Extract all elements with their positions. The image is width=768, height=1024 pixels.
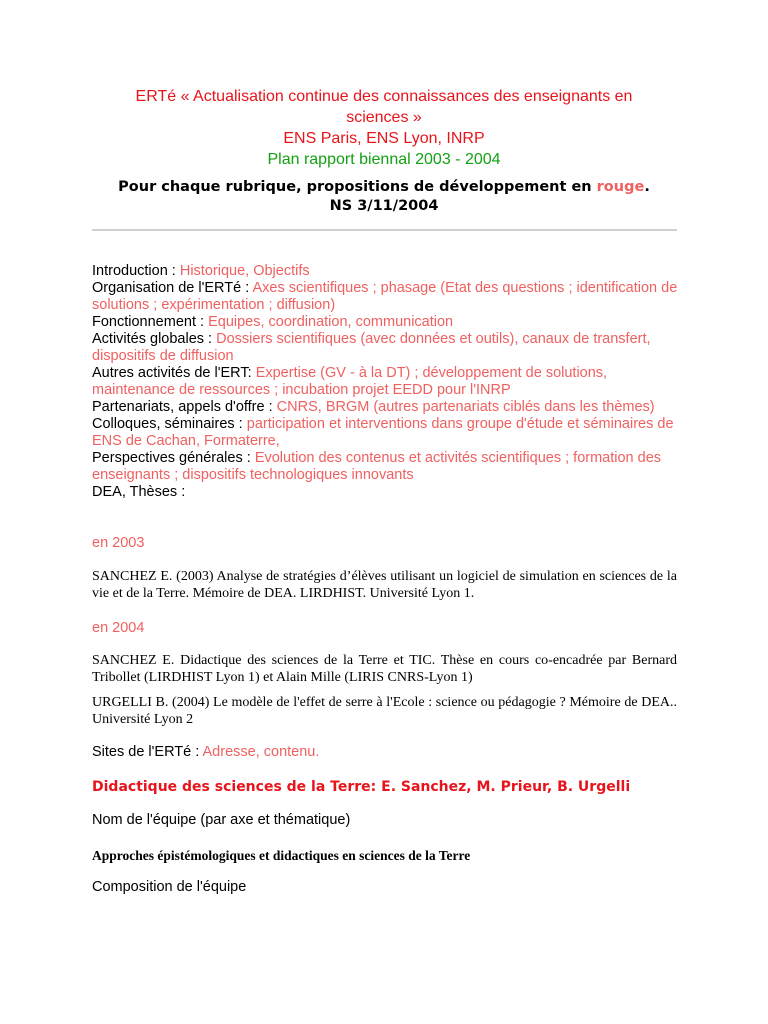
subtitle-line1: [92, 178, 676, 197]
composition-label: Composition de l'équipe: [92, 879, 247, 895]
outline-detail: Equipes, coordination, communication: [208, 314, 454, 330]
sites-detail: Adresse, contenu.: [202, 744, 320, 760]
outline-label: DEA, Thèses :: [92, 484, 186, 500]
outline-detail: Historique, Objectifs: [179, 263, 310, 279]
outline-detail: CNRS, BRGM (autres partenariats ciblés dans les thèmes): [276, 399, 655, 415]
outline-label: Perspectives générales :: [92, 450, 255, 466]
subtitle-line2: NS 3/11/2004: [329, 198, 439, 214]
document-header: [92, 86, 676, 170]
document-title-line1: ERTé « Actualisation continue des connaissances des enseignants en: [135, 88, 633, 105]
outline-detail: Expertise (GV - à la DT) ; développement de solutions, maintenance de ressources ; incubation projet EEDD pour l'INRP: [92, 365, 608, 398]
institutions-line: ENS Paris, ENS Lyon, INRP: [283, 130, 485, 147]
outline-item: [92, 280, 682, 314]
outline-label: Fonctionnement :: [92, 314, 209, 330]
outline-item: [92, 416, 682, 450]
team-name-label: Nom de l'équipe (par axe et thématique): [92, 812, 351, 828]
subtitle-highlight: rouge: [596, 179, 645, 195]
subtitle-period: .: [644, 179, 650, 195]
outline-item: [92, 484, 682, 501]
outline-item: [92, 399, 682, 416]
reference-sanchez-thesis: SANCHEZ E. Didactique des sciences de la Terre et TIC. Thèse en cours co-encadrée par Bernard Tribollet (LIRDHIST Lyon 1) et Alain Mille (LIRIS CNRS-Lyon 1): [92, 653, 677, 685]
subtitle-text: Pour chaque rubrique, propositions de développement en: [118, 179, 597, 195]
plan-line: Plan rapport biennal 2003 - 2004: [267, 151, 501, 168]
outline-detail: participation et interventions dans groupe d'étude et séminaires de ENS de Cachan, Formaterre,: [92, 416, 674, 449]
outline-label: Partenariats, appels d'offre :: [92, 399, 277, 415]
outline-item: [92, 331, 682, 365]
outline-label: Autres activités de l'ERT:: [92, 365, 256, 381]
reference-sanchez-2003: SANCHEZ E. (2003) Analyse de stratégies d’élèves utilisant un logiciel de simulation en sciences de la vie et de la Terre. Mémoire de DEA. LIRDHIST. Université Lyon 1.: [92, 569, 677, 601]
outline-item: [92, 365, 682, 399]
outline-detail: Dossiers scientifiques (avec données et outils), canaux de transfert, dispositifs de diffusion: [92, 331, 651, 364]
outline-label: Activités globales :: [92, 331, 217, 347]
outline-label: Colloques, séminaires :: [92, 416, 247, 432]
outline-list: [92, 263, 682, 501]
outline-item: [92, 263, 682, 280]
year-2003-heading: en 2003: [92, 535, 145, 551]
document-title-line2: sciences »: [346, 109, 422, 126]
outline-label: Introduction :: [92, 263, 180, 279]
subtitle: [92, 178, 676, 216]
sites-label: Sites de l'ERTé :: [92, 744, 203, 760]
outline-label: Organisation de l'ERTé :: [92, 280, 253, 296]
outline-detail: Evolution des contenus et activités scientifiques ; formation des enseignants ; dispositifs technologiques innovants: [92, 450, 662, 483]
horizontal-divider: [92, 229, 677, 231]
outline-item: [92, 314, 682, 331]
outline-item: [92, 450, 682, 484]
team-title: Didactique des sciences de la Terre: E. Sanchez, M. Prieur, B. Urgelli: [92, 779, 631, 795]
approach-title: Approches épistémologiques et didactiques en sciences de la Terre: [92, 848, 471, 863]
year-2004-heading: en 2004: [92, 620, 145, 636]
sites-line: [92, 744, 682, 761]
outline-detail: Axes scientifiques ; phasage (Etat des questions ; identification de solutions ; expérimentation ; diffusion): [92, 280, 678, 313]
reference-urgelli-2004: URGELLI B. (2004) Le modèle de l'effet de serre à l'Ecole : science ou pédagogie ? Mémoire de DEA.. Université Lyon 2: [92, 695, 677, 727]
